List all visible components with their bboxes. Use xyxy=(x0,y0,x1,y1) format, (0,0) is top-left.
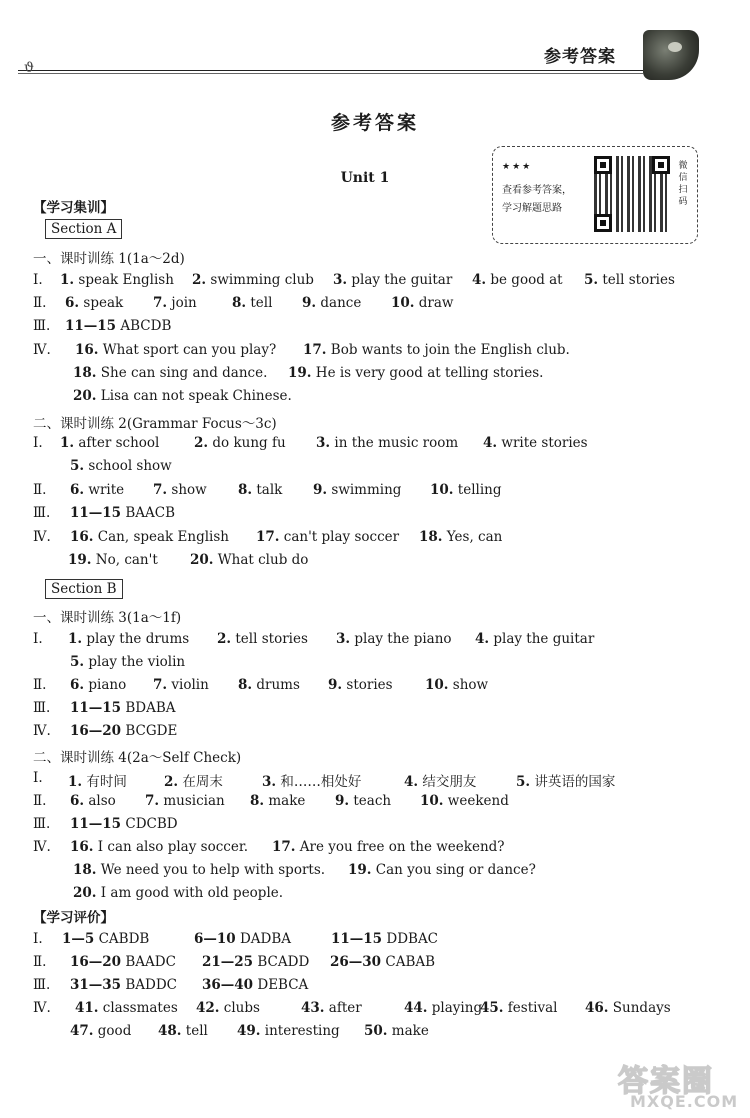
answer-item xyxy=(475,631,594,647)
answer-text: school show xyxy=(84,458,172,474)
answer-text: teach xyxy=(349,793,392,809)
answer-item xyxy=(70,977,177,993)
answer-text: 讲英语的国家 xyxy=(530,774,616,790)
answer-text: after xyxy=(324,1000,362,1016)
answer-item xyxy=(330,954,435,970)
answer-item xyxy=(250,793,305,809)
answer-text: join xyxy=(167,295,197,311)
evaluation-heading: 【学习评价】 xyxy=(33,910,114,926)
answer-item xyxy=(153,677,209,693)
answer-text: musician xyxy=(159,793,225,809)
answer-item xyxy=(70,677,126,693)
question-number: 1. xyxy=(68,774,83,790)
answer-item xyxy=(73,388,292,404)
answer-item xyxy=(68,770,127,790)
question-number: 10. xyxy=(430,482,454,498)
roman-numeral: Ⅲ. xyxy=(33,816,51,832)
answer-item xyxy=(364,1023,429,1039)
header-rule-thin xyxy=(18,73,643,74)
answer-text: CDCBD xyxy=(121,816,178,832)
answer-item xyxy=(73,365,267,381)
answer-item xyxy=(238,482,282,498)
question-number: 2. xyxy=(192,272,207,288)
question-number: 5. xyxy=(70,654,85,670)
header-decoration-image xyxy=(643,30,699,80)
question-number: 42. xyxy=(196,1000,220,1016)
answer-text: tell stories xyxy=(231,631,308,647)
answer-item xyxy=(65,318,171,334)
question-number: 9. xyxy=(302,295,317,311)
answer-item xyxy=(391,295,454,311)
answer-item xyxy=(70,458,172,474)
answer-text: 在周末 xyxy=(178,774,223,790)
question-number: 5. xyxy=(516,774,531,790)
unit-title: Unit 1 xyxy=(340,170,390,186)
question-number: 1. xyxy=(60,272,75,288)
watermark xyxy=(618,1056,740,1112)
answer-item xyxy=(70,723,177,739)
answer-text: BAACB xyxy=(121,505,176,521)
question-number: 20. xyxy=(190,552,214,568)
roman-numeral: Ⅳ. xyxy=(33,839,51,855)
roman-numeral: Ⅰ. xyxy=(33,770,43,786)
lesson-1-heading: 一、课时训练 1(1a～2d) xyxy=(33,251,185,267)
question-number: 26—30 xyxy=(330,954,382,970)
roman-numeral: Ⅲ. xyxy=(33,505,51,521)
answer-text: make xyxy=(264,793,306,809)
answer-text: festival xyxy=(503,1000,558,1016)
answer-item xyxy=(70,482,124,498)
answer-text: DEBCA xyxy=(253,977,309,993)
question-number: 4. xyxy=(483,435,498,451)
answer-item xyxy=(62,931,149,947)
answer-item xyxy=(194,435,286,451)
answer-item xyxy=(288,365,543,381)
answer-item xyxy=(404,1000,482,1016)
answer-item xyxy=(480,1000,557,1016)
question-number: 43. xyxy=(301,1000,325,1016)
answer-item xyxy=(68,631,189,647)
question-number: 3. xyxy=(316,435,331,451)
answer-text: BADDC xyxy=(121,977,178,993)
question-number: 17. xyxy=(272,839,296,855)
roman-numeral: Ⅳ. xyxy=(33,1000,51,1016)
answer-text: speak English xyxy=(74,272,174,288)
question-number: 41. xyxy=(75,1000,99,1016)
answer-item xyxy=(70,954,176,970)
question-number: 11—15 xyxy=(70,816,122,832)
answer-item xyxy=(164,770,223,790)
roman-numeral: Ⅱ. xyxy=(33,954,47,970)
answer-item xyxy=(68,552,158,568)
answer-text: tell xyxy=(181,1023,208,1039)
study-heading: 【学习集训】 xyxy=(33,200,114,216)
question-number: 47. xyxy=(70,1023,94,1039)
answer-item xyxy=(328,677,393,693)
header-rule xyxy=(18,70,643,71)
answer-item xyxy=(73,885,283,901)
question-number: 3. xyxy=(333,272,348,288)
question-number: 18. xyxy=(419,529,443,545)
question-number: 10. xyxy=(391,295,415,311)
question-number: 44. xyxy=(404,1000,428,1016)
answer-item xyxy=(238,677,300,693)
answer-item xyxy=(420,793,509,809)
corner-mark: ϑ xyxy=(24,60,35,76)
answer-text: show xyxy=(448,677,489,693)
answer-item xyxy=(60,435,159,451)
question-number: 2. xyxy=(194,435,209,451)
answer-text: draw xyxy=(414,295,454,311)
running-header: 参考答案 xyxy=(544,47,616,67)
question-number: 6. xyxy=(65,295,80,311)
answer-item xyxy=(202,954,309,970)
answer-item xyxy=(75,342,276,358)
question-number: 5. xyxy=(70,458,85,474)
answer-item xyxy=(202,977,308,993)
answer-item xyxy=(145,793,225,809)
question-number: 18. xyxy=(73,365,97,381)
section-a-label: Section A xyxy=(45,219,122,239)
answer-item xyxy=(70,529,229,545)
answer-text: playing xyxy=(427,1000,483,1016)
answer-item xyxy=(272,839,505,855)
answer-item xyxy=(190,552,308,568)
answer-text: 结交朋友 xyxy=(418,774,477,790)
answer-text: show xyxy=(167,482,207,498)
answer-item xyxy=(153,482,207,498)
question-number: 11—15 xyxy=(331,931,383,947)
answer-item xyxy=(158,1023,208,1039)
answer-text: What sport can you play? xyxy=(98,342,277,358)
question-number: 7. xyxy=(153,482,168,498)
question-number: 4. xyxy=(404,774,419,790)
answer-text: What club do xyxy=(213,552,309,568)
answer-item xyxy=(404,770,476,790)
question-number: 20. xyxy=(73,388,97,404)
answer-text: BCADD xyxy=(253,954,310,970)
roman-numeral: Ⅳ. xyxy=(33,529,51,545)
answer-text: violin xyxy=(167,677,209,693)
answer-item xyxy=(425,677,488,693)
lesson-3-heading: 一、课时训练 3(1a～1f) xyxy=(33,610,182,626)
answer-item xyxy=(256,529,399,545)
question-number: 11—15 xyxy=(70,505,122,521)
question-number: 7. xyxy=(153,677,168,693)
answer-text: be good at xyxy=(486,272,563,288)
question-number: 16—20 xyxy=(70,954,122,970)
answer-text: weekend xyxy=(443,793,509,809)
question-number: 16. xyxy=(70,839,94,855)
answer-item xyxy=(75,1000,178,1016)
answer-text: write stories xyxy=(497,435,588,451)
answer-text: tell xyxy=(246,295,273,311)
qr-stars: ★★★ xyxy=(502,162,533,172)
answer-text: clubs xyxy=(219,1000,260,1016)
answer-text: can't play soccer xyxy=(279,529,400,545)
question-number: 17. xyxy=(303,342,327,358)
roman-numeral: Ⅱ. xyxy=(33,793,47,809)
question-number: 6. xyxy=(70,793,85,809)
header-decoration-highlight xyxy=(668,42,682,52)
answer-item xyxy=(483,435,588,451)
roman-numeral: Ⅱ. xyxy=(33,295,47,311)
question-number: 9. xyxy=(328,677,343,693)
answer-item xyxy=(301,1000,362,1016)
answer-text: play the guitar xyxy=(347,272,453,288)
answer-item xyxy=(237,1023,340,1039)
question-number: 1. xyxy=(68,631,83,647)
question-number: 49. xyxy=(237,1023,261,1039)
answer-text: We need you to help with sports. xyxy=(96,862,326,878)
answer-item xyxy=(70,505,175,521)
answer-text: 有时间 xyxy=(82,774,127,790)
answer-item xyxy=(217,631,308,647)
answer-text: swimming xyxy=(327,482,402,498)
answer-text: interesting xyxy=(260,1023,340,1039)
answer-item xyxy=(73,862,325,878)
answer-text: do kung fu xyxy=(208,435,286,451)
qr-finder-pattern xyxy=(652,156,670,174)
question-number: 6. xyxy=(70,482,85,498)
roman-numeral: Ⅲ. xyxy=(33,977,51,993)
question-number: 3. xyxy=(262,774,277,790)
answer-item xyxy=(585,1000,671,1016)
question-number: 10. xyxy=(425,677,449,693)
answer-text: Bob wants to join the English club. xyxy=(326,342,570,358)
watermark-logo-text: 答案圈 xyxy=(618,1064,714,1099)
question-number: 8. xyxy=(250,793,265,809)
question-number: 8. xyxy=(238,482,253,498)
answer-item xyxy=(70,816,178,832)
lesson-2-heading: 二、课时训练 2(Grammar Focus～3c) xyxy=(33,416,277,432)
roman-numeral: Ⅳ. xyxy=(33,723,51,739)
question-number: 2. xyxy=(164,774,179,790)
answer-item xyxy=(70,793,116,809)
answer-text: 和……相处好 xyxy=(276,774,362,790)
answer-item xyxy=(196,1000,260,1016)
answer-text: CABDB xyxy=(94,931,150,947)
qr-caption-line1: 查看参考答案， xyxy=(502,185,572,196)
answer-item xyxy=(60,272,174,288)
answer-text: Are you free on the weekend? xyxy=(295,839,505,855)
question-number: 9. xyxy=(335,793,350,809)
answer-text: telling xyxy=(453,482,502,498)
question-number: 50. xyxy=(364,1023,388,1039)
question-number: 20. xyxy=(73,885,97,901)
answer-text: BCGDE xyxy=(121,723,178,739)
answer-text: BDABA xyxy=(121,700,176,716)
answer-item xyxy=(584,272,675,288)
answer-item xyxy=(194,931,291,947)
roman-numeral: Ⅲ. xyxy=(33,700,51,716)
answer-text: She can sing and dance. xyxy=(96,365,268,381)
answer-item xyxy=(232,295,272,311)
answer-text: after school xyxy=(74,435,160,451)
answer-item xyxy=(192,272,314,288)
lesson-4-heading: 二、课时训练 4(2a～Self Check) xyxy=(33,750,242,766)
question-number: 19. xyxy=(348,862,372,878)
answer-item xyxy=(313,482,401,498)
roman-numeral: Ⅱ. xyxy=(33,482,47,498)
question-number: 16—20 xyxy=(70,723,122,739)
answer-text: in the music room xyxy=(330,435,459,451)
answer-text: classmates xyxy=(98,1000,178,1016)
answer-text: play the guitar xyxy=(489,631,595,647)
roman-numeral: Ⅱ. xyxy=(33,677,47,693)
answer-item xyxy=(331,931,438,947)
answer-text: make xyxy=(387,1023,429,1039)
answer-text: CABAB xyxy=(381,954,436,970)
question-number: 2. xyxy=(217,631,232,647)
answer-item xyxy=(430,482,502,498)
roman-numeral: Ⅰ. xyxy=(33,435,43,451)
answer-text: piano xyxy=(84,677,127,693)
answer-text: stories xyxy=(342,677,393,693)
answer-text: play the drums xyxy=(82,631,190,647)
question-number: 4. xyxy=(475,631,490,647)
question-number: 19. xyxy=(68,552,92,568)
answer-text: Lisa can not speak Chinese. xyxy=(96,388,292,404)
answer-text: speak xyxy=(79,295,124,311)
answer-text: dance xyxy=(316,295,362,311)
answer-text: good xyxy=(93,1023,132,1039)
answer-text: play the piano xyxy=(350,631,452,647)
question-number: 6. xyxy=(70,677,85,693)
roman-numeral: Ⅲ. xyxy=(33,318,51,334)
answer-text: I am good with old people. xyxy=(96,885,284,901)
answer-text: ABCDB xyxy=(116,318,172,334)
answer-item xyxy=(348,862,536,878)
question-number: 6—10 xyxy=(194,931,236,947)
section-b-label: Section B xyxy=(45,579,123,599)
answer-text: talk xyxy=(252,482,283,498)
question-number: 19. xyxy=(288,365,312,381)
answer-item xyxy=(303,342,570,358)
question-number: 8. xyxy=(238,677,253,693)
question-number: 10. xyxy=(420,793,444,809)
answer-text: also xyxy=(84,793,116,809)
roman-numeral: Ⅳ. xyxy=(33,342,51,358)
answer-text: write xyxy=(84,482,125,498)
answer-text: tell stories xyxy=(598,272,675,288)
qr-finder-pattern xyxy=(594,156,612,174)
question-number: 3. xyxy=(336,631,351,647)
question-number: 8. xyxy=(232,295,247,311)
watermark-url: MXQE.COM xyxy=(630,1092,739,1111)
roman-numeral: Ⅰ. xyxy=(33,272,43,288)
question-number: 7. xyxy=(145,793,160,809)
question-number: 7. xyxy=(153,295,168,311)
answer-text: DADBA xyxy=(235,931,292,947)
answer-text: BAADC xyxy=(121,954,176,970)
question-number: 31—35 xyxy=(70,977,122,993)
answer-text: Can, speak English xyxy=(93,529,229,545)
answer-item xyxy=(70,700,176,716)
question-number: 48. xyxy=(158,1023,182,1039)
page-title: 参考答案 xyxy=(330,112,419,134)
answer-item xyxy=(419,529,502,545)
answer-item xyxy=(336,631,452,647)
answer-text: swimming club xyxy=(206,272,314,288)
answer-item xyxy=(262,770,361,790)
answer-text: Sundays xyxy=(608,1000,671,1016)
question-number: 16. xyxy=(70,529,94,545)
answer-item xyxy=(70,1023,131,1039)
question-number: 45. xyxy=(480,1000,504,1016)
question-number: 21—25 xyxy=(202,954,254,970)
answer-text: drums xyxy=(252,677,300,693)
answer-text: No, can't xyxy=(91,552,158,568)
answer-item xyxy=(335,793,391,809)
question-number: 5. xyxy=(584,272,599,288)
answer-text: play the violin xyxy=(84,654,186,670)
question-number: 11—15 xyxy=(65,318,117,334)
answer-text: Yes, can xyxy=(442,529,503,545)
answer-item xyxy=(70,839,248,855)
question-number: 16. xyxy=(75,342,99,358)
answer-item xyxy=(316,435,458,451)
answer-text: I can also play soccer. xyxy=(93,839,249,855)
question-number: 1—5 xyxy=(62,931,95,947)
question-number: 17. xyxy=(256,529,280,545)
question-number: 9. xyxy=(313,482,328,498)
question-number: 1. xyxy=(60,435,75,451)
question-number: 4. xyxy=(472,272,487,288)
qr-finder-pattern xyxy=(594,214,612,232)
answer-item xyxy=(302,295,361,311)
question-number: 36—40 xyxy=(202,977,254,993)
answer-item xyxy=(70,654,185,670)
question-number: 18. xyxy=(73,862,97,878)
answer-item xyxy=(472,272,563,288)
question-number: 11—15 xyxy=(70,700,122,716)
answer-text: He is very good at telling stories. xyxy=(311,365,544,381)
answer-item xyxy=(153,295,197,311)
roman-numeral: Ⅰ. xyxy=(33,631,43,647)
answer-item xyxy=(516,770,615,790)
answer-item xyxy=(65,295,123,311)
answer-text: Can you sing or dance? xyxy=(371,862,536,878)
answer-text: DDBAC xyxy=(382,931,439,947)
question-number: 46. xyxy=(585,1000,609,1016)
qr-caption-line2: 学习解题思路 xyxy=(502,203,562,214)
qr-vertical-caption: 微信扫码 xyxy=(678,161,688,207)
answer-item xyxy=(333,272,452,288)
roman-numeral: Ⅰ. xyxy=(33,931,43,947)
